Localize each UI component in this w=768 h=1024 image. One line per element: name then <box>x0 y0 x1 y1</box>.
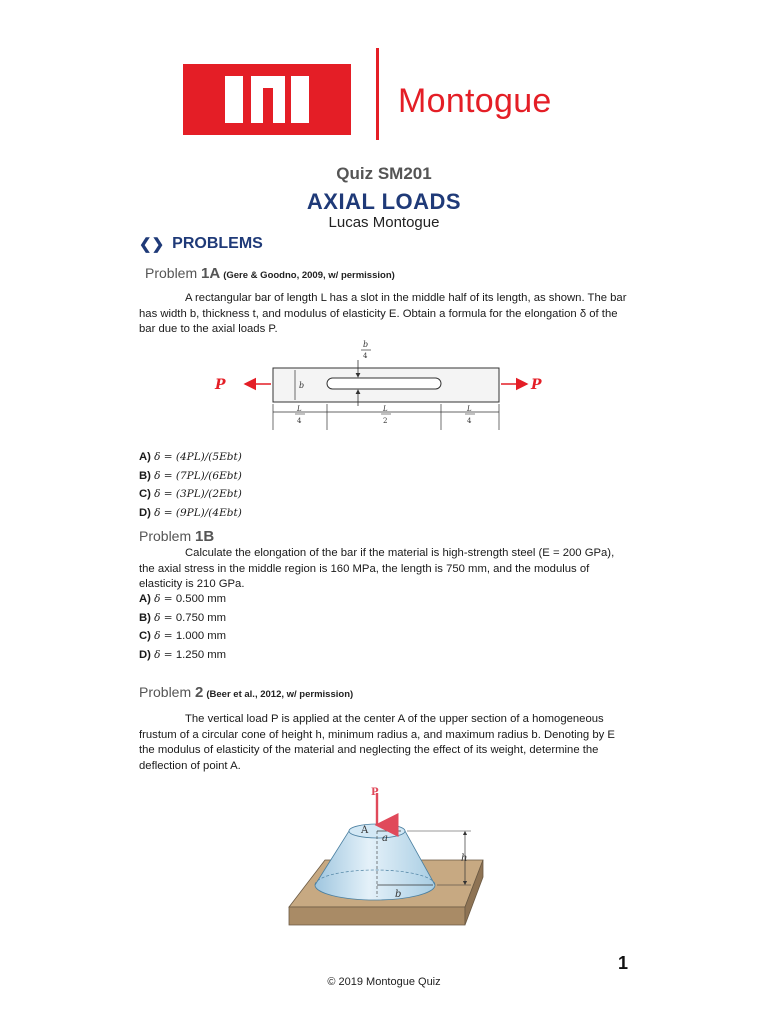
problem-1b-number: 1B <box>195 528 215 545</box>
radius-max-label: b <box>395 889 402 900</box>
section-label: PROBLEMS <box>172 235 263 252</box>
option-1b-a[interactable]: A) δ = 0.500 mm <box>139 593 227 605</box>
author: Lucas Montogue <box>328 214 440 231</box>
section-heading <box>139 235 263 253</box>
problem-2-text: The vertical load P is applied at the center A of the upper section of a homogeneous frustum of a circular cone of height h, minimum radius a, and maximum radius b. Denoting by E the modulus of elasticity of the material and neglecting the effect of its weight, determine the deflection of point A. <box>139 713 615 772</box>
option-1a-d[interactable]: D) δ = (9PL)/(4Ebt) <box>139 506 242 519</box>
problem-1a-citation: (Gere & Goodno, 2009, w/ permission) <box>223 270 395 281</box>
problem-2-heading: Problem 2 (Beer et al., 2012, w/ permission) <box>139 684 354 701</box>
slotted-bar-figure <box>205 338 545 434</box>
slot-label-den: 4 <box>363 352 368 360</box>
problem-1a-heading: Problem 1A (Gere & Goodno, 2009, w/ permission) <box>145 265 395 282</box>
puzzle-icon: ❮❯ <box>139 236 165 253</box>
option-1a-a[interactable]: A) δ = (4PL)/(5Ebt) <box>139 451 242 463</box>
frustum-figure <box>285 785 505 935</box>
problem-1a-text: A rectangular bar of length L has a slot in the middle half of its length, as shown. The bar has width b, thickness t, and modulus of elasticity E. Obtain a formula for the elongation δ of the bar due to the axial loads P. <box>139 292 627 335</box>
point-a-label: A <box>361 825 369 836</box>
page-number: 1 <box>618 953 629 973</box>
problem-2-citation: (Beer et al., 2012, w/ permission) <box>206 689 354 700</box>
option-1b-d[interactable]: D) δ = 1.250 mm <box>139 648 227 661</box>
logo-mark-icon <box>183 64 351 135</box>
bar-width-label: b <box>299 381 305 390</box>
dim-mid-num: L <box>383 405 388 413</box>
load-left-label: P <box>215 377 226 393</box>
montogue-logo <box>183 64 351 135</box>
height-label: h <box>461 853 468 864</box>
dim-left-den: 4 <box>297 417 302 425</box>
dim-mid-den: 2 <box>383 417 388 425</box>
copyright: © 2019 Montogue Quiz <box>327 976 441 988</box>
radius-min-label: a <box>382 833 388 844</box>
problem-1b-heading: Problem 1B <box>139 528 215 545</box>
problem-1b-options <box>139 590 226 664</box>
option-1a-c[interactable]: C) δ = (3PL)/(2Ebt) <box>139 488 242 500</box>
brand-name: Montogue <box>398 82 552 120</box>
dim-right-den: 4 <box>467 417 472 425</box>
dim-right-num: L <box>467 405 472 413</box>
logo-divider <box>376 48 379 140</box>
problem-1b-text: Calculate the elongation of the bar if the material is high-strength steel (E = 200 GPa), the axial stress in the middle region is 160 MPa, the length is 750 mm, and the modulus of elasticity is 210 GPa. <box>139 547 615 590</box>
option-1a-b[interactable]: B) δ = (7PL)/(6Ebt) <box>139 469 242 482</box>
quiz-code: Quiz SM201 <box>336 164 432 183</box>
slot-label-num: b <box>363 340 369 349</box>
load-p-label: P <box>371 787 379 798</box>
problem-1a-options <box>139 448 242 522</box>
problem-2-number: 2 <box>195 684 204 701</box>
load-right-label: P <box>531 377 542 393</box>
option-1b-b[interactable]: B) δ = 0.750 mm <box>139 611 227 624</box>
option-1b-c[interactable]: C) δ = 1.000 mm <box>139 630 227 642</box>
dim-left-num: L <box>297 405 302 413</box>
problem-1a-number: 1A <box>201 265 221 282</box>
page-title: AXIAL LOADS <box>306 189 462 214</box>
